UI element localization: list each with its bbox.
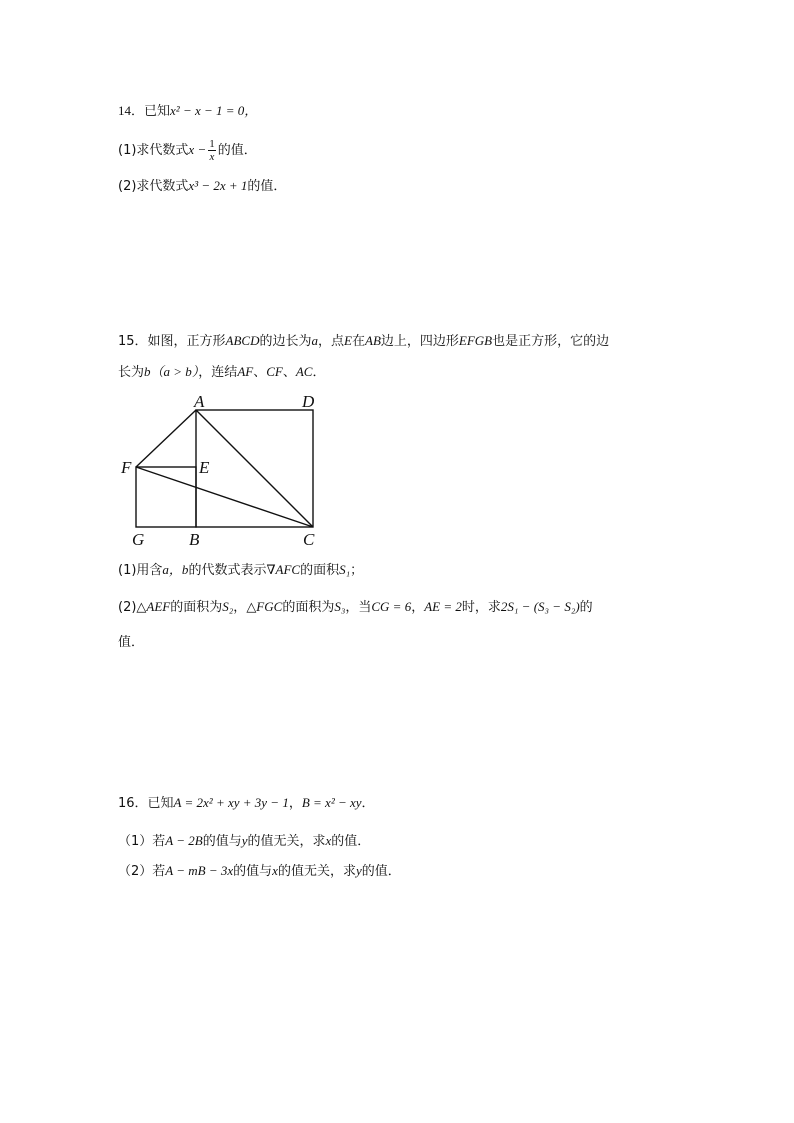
q14-part1-prefix: (1)求代数式	[118, 143, 189, 158]
q16-p2-c: 的值无关，求	[277, 864, 356, 879]
q15-part2-cont	[118, 633, 144, 653]
q14-frac-num: 1	[209, 138, 215, 150]
q15-p1-b: 的代数式表示	[188, 563, 267, 578]
q15-end: ．	[312, 365, 326, 380]
label-f: F	[121, 458, 132, 477]
q15-number-text: 15．如图，正方形	[118, 334, 226, 349]
q15-part2	[118, 597, 593, 618]
q14-part2-prefix: (2)求代数式	[118, 179, 189, 194]
q15-stem-line2	[118, 362, 326, 383]
q15-text-c: ，点	[318, 334, 345, 349]
q15-text-d: 在	[351, 334, 365, 349]
q15-seg-ac: AC	[295, 364, 313, 379]
q15-text-b: 的边长为	[259, 334, 312, 349]
q14-part1-suffix: 的值．	[217, 143, 257, 158]
q15-p2-tri2: △FGC	[246, 599, 283, 614]
q15-abcd: ABCD	[225, 333, 260, 348]
q15-p1-a: (1)用含	[118, 563, 163, 578]
q16-p1-expr: A − 2B	[165, 833, 203, 848]
q15-p1-end: ；	[350, 563, 364, 578]
q14-equation: x² − x − 1 = 0，	[170, 103, 258, 118]
q16-part1	[118, 831, 370, 852]
q14-number: 14．	[118, 103, 145, 118]
q14-part2	[118, 176, 286, 197]
q15-p2-c: ，	[233, 600, 247, 615]
q16-p1-x: x	[325, 833, 332, 848]
q16-p1-c: 的值无关，求	[247, 834, 326, 849]
q16-p1-a: （1）若	[118, 834, 166, 849]
q15-sep2: 、	[282, 365, 296, 380]
q15-p2-tri1: △AEF	[136, 599, 171, 614]
segment-fc	[136, 467, 313, 527]
square-efgb	[136, 467, 196, 527]
label-c: C	[303, 530, 315, 549]
q15-p2-d: 的面积为	[282, 600, 335, 615]
q15-var-b: b	[144, 364, 151, 379]
q15-p2-h: 的	[579, 600, 593, 615]
q15-seg-ab: AB	[365, 333, 381, 348]
q16-end: ．	[361, 796, 375, 811]
q14-part1-expr: x −	[188, 142, 207, 157]
q15-p1-s1: S₁	[339, 562, 351, 577]
label-a: A	[194, 392, 205, 411]
segment-ac	[196, 410, 313, 527]
q15-geometry-figure	[117, 392, 337, 552]
q15-p2-cg: CG = 6	[371, 599, 412, 614]
q16-part2	[118, 861, 401, 882]
label-e: E	[199, 458, 210, 477]
q15-p2-g: 时，求	[461, 600, 501, 615]
label-g: G	[132, 530, 145, 549]
q16-p2-d: 的值．	[361, 864, 401, 879]
label-d: D	[302, 392, 315, 411]
q16-stem	[118, 793, 375, 814]
q15-seg-cf: CF	[266, 364, 283, 379]
q16-p2-x: x	[272, 863, 278, 878]
q16-p2-y: y	[355, 863, 362, 878]
q16-p1-y: y	[241, 833, 248, 848]
q16-number-text: 16．已知	[118, 796, 174, 811]
q16-p2-expr: A − mB − 3x	[165, 863, 234, 878]
q16-p2-b: 的值与	[233, 864, 273, 879]
q15-p1-triangle: ∇AFC	[266, 562, 301, 577]
q15-part1	[118, 560, 363, 581]
q14-stem-text: 已知	[144, 104, 171, 119]
q14-part2-suffix: 的值．	[247, 179, 287, 194]
q15-seg-af: AF	[237, 364, 254, 379]
q15-p2-b: 的面积为	[170, 600, 223, 615]
q16-eq-a: A = 2x² + xy + 3y − 1	[173, 795, 289, 810]
q15-point-e: E	[344, 333, 352, 348]
label-b: B	[189, 530, 200, 549]
q14-stem	[118, 101, 257, 122]
q14-part2-expr: x³ − 2x + 1	[188, 178, 248, 193]
q14-part1	[118, 137, 257, 164]
q15-text-f: 边上，四边形	[380, 334, 459, 349]
q15-p2-a: (2)	[118, 600, 137, 615]
q15-efgb: EFGB	[458, 333, 493, 348]
q15-text-len: 长为	[118, 365, 145, 380]
q16-p1-d: 的值．	[331, 834, 371, 849]
q15-p1-vars: a，b	[162, 562, 189, 577]
q15-text-connect: ，连结	[198, 365, 238, 380]
q15-p2-f: ，	[411, 600, 425, 615]
q15-stem-line1	[118, 331, 609, 352]
q15-sep1: 、	[253, 365, 267, 380]
q15-condition: （a > b）	[150, 364, 199, 379]
q16-p1-b: 的值与	[202, 834, 242, 849]
q15-p2-ae: AE = 2	[424, 599, 462, 614]
q14-frac-den: x	[209, 151, 215, 163]
q15-p2-s3: S₃	[334, 599, 346, 614]
q15-p1-c: 的面积	[300, 563, 340, 578]
q15-var-a: a	[311, 333, 319, 348]
q15-p2-s2: S₂	[222, 599, 234, 614]
segment-af	[136, 410, 196, 467]
q14-fraction	[208, 138, 216, 163]
q15-text-g: 也是正方形，它的边	[492, 334, 610, 349]
q16-p2-a: （2）若	[118, 864, 166, 879]
q15-p2-line2: 值．	[118, 635, 145, 650]
q15-p2-e: ，当	[345, 600, 372, 615]
q16-eq-b: B = x² − xy	[301, 795, 362, 810]
q15-p2-expr: 2S₁ − (S₃ − S₂)	[500, 599, 580, 614]
q16-sep: ，	[288, 796, 302, 811]
